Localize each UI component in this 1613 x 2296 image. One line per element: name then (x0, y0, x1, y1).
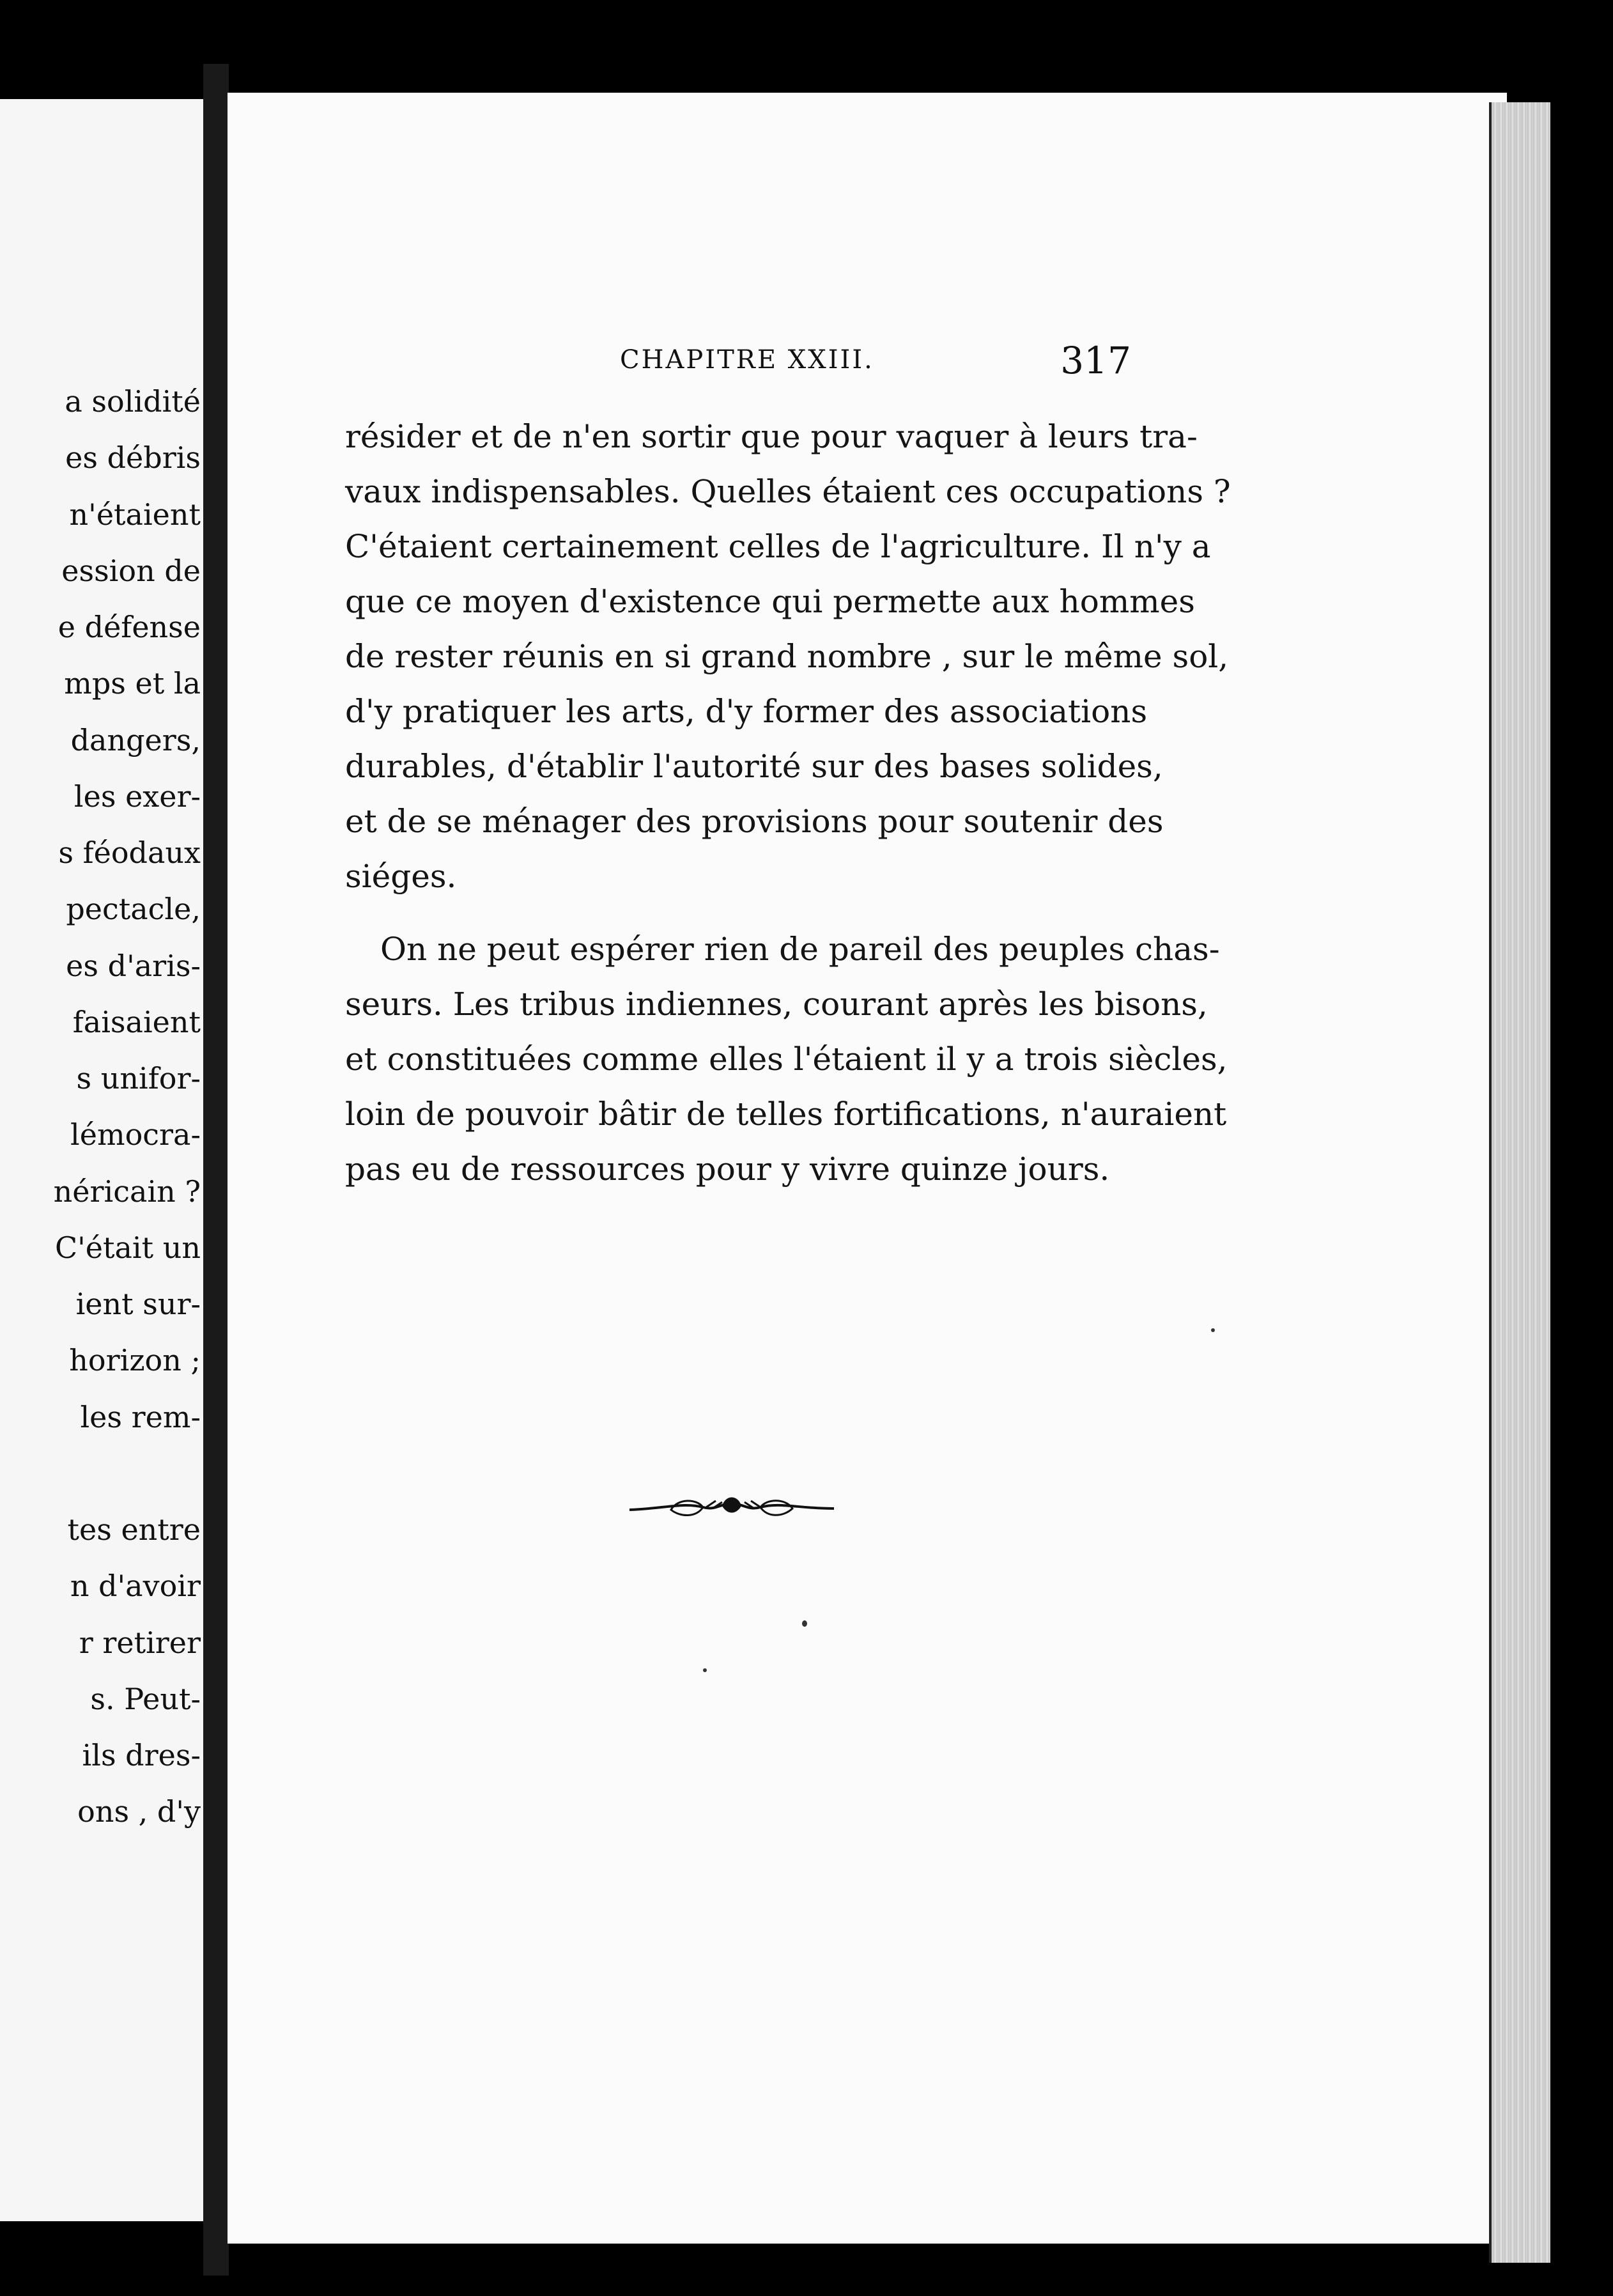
book-page-edges (1489, 102, 1550, 2263)
left-page-line: tes entre (67, 1512, 201, 1547)
text-line: résider et de n'en sortir que pour vaquer à leurs tra- (345, 418, 1198, 455)
left-page-line: n d'avoir (70, 1569, 201, 1603)
chapter-title: CHAPITRE XXIII. (620, 345, 874, 375)
text-line: vaux indispensables. Quelles étaient ces occupations ? (345, 473, 1231, 510)
book-binding (203, 64, 229, 2276)
left-page-line: n'étaient (69, 497, 201, 532)
left-page-line: es débris (65, 440, 201, 475)
body-text (345, 409, 1231, 1197)
left-page (0, 99, 203, 2221)
fleuron-ornament-icon (626, 1489, 837, 1528)
left-page-line: mps et la (64, 666, 201, 701)
paragraph-2 (345, 922, 1228, 1197)
text-line: seurs. Les tribus indiennes, courant après les bisons, (345, 986, 1208, 1023)
left-page-line: ils dres- (82, 1738, 201, 1772)
text-line: siéges. (345, 858, 457, 895)
text-line: et de se ménager des provisions pour soutenir des (345, 803, 1164, 840)
text-line: d'y pratiquer les arts, d'y former des associations (345, 693, 1148, 730)
left-page-line: a solidité (65, 384, 201, 419)
left-page-line: ons , d'y (77, 1794, 201, 1829)
left-page-line: s. Peut- (90, 1682, 201, 1716)
text-line: que ce moyen d'existence qui permette aux hommes (345, 583, 1195, 620)
left-page-line: r retirer (79, 1625, 201, 1660)
left-page-line: les exer- (73, 779, 201, 814)
left-page-line: ient sur- (75, 1287, 201, 1321)
page-number: 317 (1060, 339, 1131, 382)
left-page-line: ession de (61, 554, 201, 588)
left-page-line: les rem- (80, 1400, 201, 1434)
left-page-line: C'était un (54, 1230, 201, 1265)
text-line: pas eu de ressources pour y vivre quinze jours. (345, 1151, 1110, 1188)
running-head (345, 339, 1131, 384)
left-page-line: e défense (58, 610, 201, 644)
left-page-line: s unifor- (76, 1061, 201, 1096)
ink-speck (703, 1668, 707, 1672)
text-line: On ne peut espérer rien de pareil des peuples chas- (380, 931, 1220, 968)
left-page-line: néricain ? (53, 1174, 201, 1209)
text-line: loin de pouvoir bâtir de telles fortifications, n'auraient (345, 1096, 1227, 1133)
text-line: durables, d'établir l'autorité sur des bases solides, (345, 748, 1163, 785)
left-page-line: lémocra- (70, 1117, 201, 1152)
left-page-line: pectacle, (66, 892, 201, 926)
paragraph-1 (345, 409, 1231, 904)
left-page-line: horizon ; (69, 1343, 201, 1377)
ink-speck (1211, 1328, 1215, 1332)
left-page-line: s féodaux (58, 835, 201, 870)
text-line: et constituées comme elles l'étaient il y a trois siècles, (345, 1041, 1228, 1078)
text-line: C'étaient certainement celles de l'agriculture. Il n'y a (345, 528, 1211, 565)
left-page-line: dangers, (70, 723, 201, 757)
ink-speck (802, 1620, 807, 1627)
left-page-line: faisaient (72, 1005, 201, 1039)
text-line: de rester réunis en si grand nombre , sur le même sol, (345, 638, 1229, 675)
left-page-line: es d'aris- (66, 949, 201, 983)
